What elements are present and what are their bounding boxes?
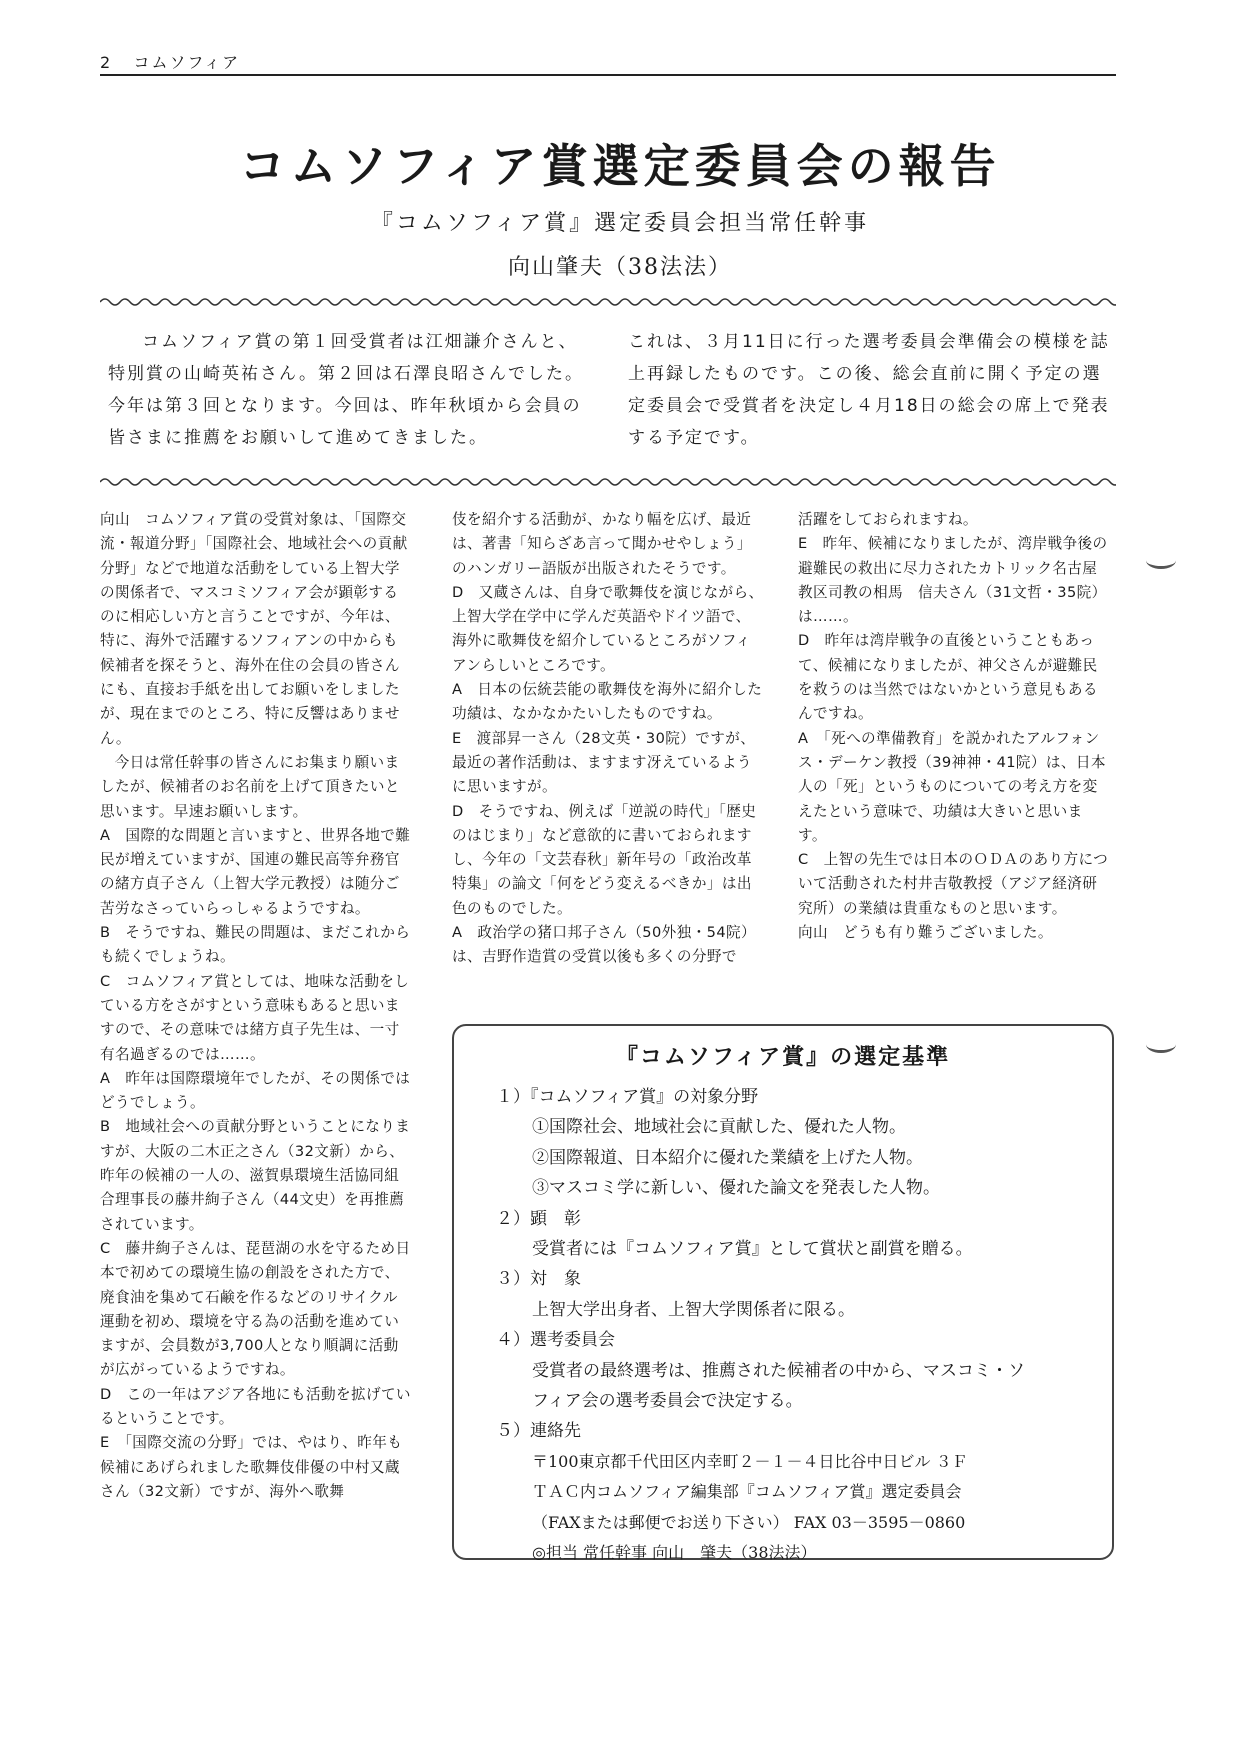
- intro-left: [108, 326, 594, 454]
- paragraph: D 又蔵さんは、自身で歌舞伎を演じながら、上智大学在学中に学んだ英語やドイツ語で、海外に歌舞伎を紹介しているところがソフィアンらしいところです。: [452, 583, 764, 674]
- column-1: [100, 508, 412, 1504]
- page-header: [100, 50, 1116, 73]
- article-author: 向山肇夫（38法法）: [508, 255, 732, 280]
- criteria-heading: ３）対 象: [496, 1269, 581, 1290]
- criteria-box: [452, 1024, 1114, 1563]
- paragraph: C 藤井絢子さんは、琵琶湖の水を守るため日本で初めての環境生協の創設をされた方で、廃食油を集めて石鹸を作るなどのリサイクル運動を初め、環境を守る為の活動を進めていますが、会員数が3,700人となり順調に活動が広がっているようですね。: [100, 1239, 411, 1379]
- column-3: [798, 508, 1110, 945]
- criteria-detail: フィア会の選考委員会で決定する。: [532, 1391, 803, 1412]
- criteria-detail: 受賞者の最終選考は、推薦された候補者の中から、マスコミ・ソ: [532, 1360, 1025, 1381]
- criteria-detail: ①国際社会、地域社会に貢献した、優れた人物。: [532, 1117, 906, 1138]
- wave-divider-bottom: [100, 476, 1116, 488]
- criteria-detail: ③マスコミ学に新しい、優れた論文を発表した人物。: [532, 1178, 940, 1199]
- publication-name: コムソフィア: [133, 53, 241, 72]
- paragraph: コムソフィア賞の第１回受賞者は江畑謙介さんと、特別賞の山崎英祐さん。第２回は石澤良昭さんでした。今年は第３回となります。今回は、昨年秋頃から会員の皆さまに推薦をお願いして進めてきました。: [108, 332, 585, 448]
- criteria-detail: 受賞者には『コムソフィア賞』として賞状と副賞を贈る。: [532, 1239, 973, 1260]
- paragraph: 今日は常任幹事の皆さんにお集まり願いましたが、候補者のお名前を上げて頂きたいと思います。早速お願いします。: [100, 753, 400, 820]
- wave-divider-top: [100, 296, 1116, 308]
- intro-right: [628, 326, 1114, 454]
- paragraph: これは、３月11日に行った選考委員会準備会の模様を誌上再録したものです。この後、総会直前に開く予定の選定委員会で受賞者を決定し４月18日の総会の席上で発表する予定です。: [628, 332, 1110, 448]
- criteria-detail: 上智大学出身者、上智大学関係者に限る。: [532, 1299, 855, 1320]
- paragraph: 向山 どうも有り難うございました。: [798, 924, 1053, 942]
- criteria-detail: 〒100東京都千代田区内幸町２－１－４日比谷中日ビル ３Ｆ: [532, 1451, 968, 1471]
- paragraph: C コムソフィア賞としては、地味な活動をしている方をさがすという意味もあると思いますので、その意味では緒方貞子先生は、一寸有名過ぎるのでは……。: [100, 972, 410, 1063]
- paragraph: D そうですね、例えば「逆説の時代」「歴史のはじまり」など意欲的に書いておられますし、今年の「文芸春秋」新年号の「政治改革特集」の論文「何をどう変えるべきか」は出色のものでした。: [452, 802, 757, 917]
- paragraph: E 昨年、候補になりましたが、湾岸戦争後の避難民の救出に尽力されたカトリック名古屋教区司教の相馬 信夫さん（31文哲・35院）は……。: [798, 535, 1108, 626]
- paragraph: D 昨年は湾岸戦争の直後ということもあって、候補になりましたが、神父さんが避難民を救うのは当然ではないかという意見もあるんですね。: [798, 632, 1098, 723]
- paragraph: 向山 コムソフィア賞の受賞対象は、「国際交流・報道分野」「国際社会、地域社会への貢献分野」などで地道な活動をしている上智大学の関係者で、マスコミソフィア会が顕彰するのに相応しい方と言うことですが、今年は、特に、海外で活躍するソフィアンの中からも候補者を探そうと、海外在住の会員の皆さんにも、直接お手紙を出してお願いをしましたが、現在までのところ、特に反響はありません。: [100, 511, 408, 747]
- paragraph: A 国際的な問題と言いますと、世界各地で難民が増えていますが、国連の難民高等弁務官の緒方貞子さん（上智大学元教授）は随分ご苦労なさっていらっしゃるようですね。: [100, 826, 411, 917]
- paragraph: 活躍をしておられますね。: [798, 511, 978, 528]
- paragraph: C 上智の先生では日本のＯＤＡのあり方について活動された村井吉敬教授（アジア経済研究所）の業績は貴重なものと思います。: [798, 851, 1109, 917]
- criteria-heading: ２）顕 彰: [496, 1208, 581, 1229]
- criteria-detail: ＴＡＣ内コムソフィア編集部『コムソフィア賞』選定委員会: [532, 1482, 962, 1502]
- paragraph: A 日本の伝統芸能の歌舞伎を海外に紹介した功績は、なかなかたいしたものですね。: [452, 681, 763, 723]
- paragraph: D この一年はアジア各地にも活動を拡げているということです。: [100, 1385, 411, 1427]
- paragraph: 伎を紹介する活動が、かなり幅を広げ、最近は、著書「知らざあ言って聞かせやしょう」のハンガリー語版が出版されたそうです。: [452, 511, 752, 577]
- paragraph: B そうですね、難民の問題は、まだこれからも続くでしょうね。: [100, 924, 411, 966]
- paragraph: E 「国際交流の分野」では、やはり、昨年も候補にあげられました歌舞伎俳優の中村又蔵さん（32文新）ですが、海外へ歌舞: [100, 1434, 403, 1500]
- criteria-heading: １）『コムソフィア賞』の対象分野: [496, 1087, 759, 1107]
- binding-hole-mark: [1146, 1036, 1176, 1053]
- paragraph: A 「死への準備教育」を説かれたアルフォンス・デーケン教授（39神神・41院）は、日本人の「死」というものについての考え方を変えたという意味で、功績は大きいと思います。: [798, 729, 1106, 844]
- binding-hole-mark: [1146, 552, 1176, 569]
- criteria-heading: ５）連絡先: [496, 1421, 581, 1442]
- criteria-title: 『コムソフィア賞』の選定基準: [615, 1045, 951, 1070]
- criteria-detail: ②国際報道、日本紹介に優れた業績を上げた人物。: [532, 1147, 923, 1168]
- paragraph: B 地域社会への貢献分野ということになりますが、大阪の二木正之さん（32文新）から、昨年の候補の一人の、滋賀県環境生活協同組合理事長の藤井絢子さん（44文史）を再推薦されています。: [100, 1118, 411, 1233]
- criteria-body: [496, 1082, 1092, 1569]
- page-number: 2: [100, 53, 113, 72]
- paragraph: A 政治学の猪口邦子さん（50外独・54院）は、吉野作造賞の受賞以後も多くの分野で: [452, 924, 757, 966]
- paragraph: A 昨年は国際環境年でしたが、その関係ではどうでしょう。: [100, 1069, 411, 1112]
- criteria-heading: ４）選考委員会: [496, 1330, 615, 1351]
- criteria-detail: （FAXまたは郵便でお送り下さい） FAX 03－3595－0860: [532, 1512, 966, 1532]
- header-rule: [100, 74, 1116, 76]
- article-title: コムソフィア賞選定委員会の報告: [239, 139, 1001, 193]
- paragraph: E 渡部昇一さん（28文英・30院）ですが、最近の著作活動は、ますます冴えているように思いますが。: [452, 729, 756, 796]
- criteria-detail: ◎担当 常任幹事 向山 肇夫（38法法）: [532, 1543, 817, 1563]
- article-subtitle: 『コムソフィア賞』選定委員会担当常任幹事: [370, 211, 870, 236]
- column-2: [452, 508, 764, 970]
